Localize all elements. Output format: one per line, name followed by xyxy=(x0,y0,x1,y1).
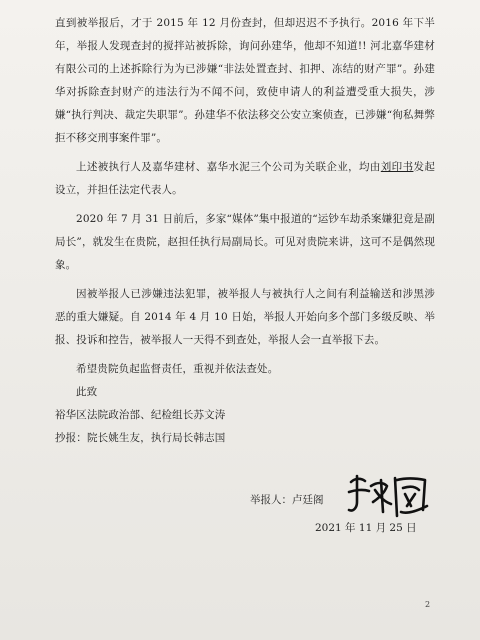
paragraph-3: 2020 年 7 月 31 日前后，多家“媒体”集中报道的“运钞车劫杀案嫌犯竟是副局长”，就发生在贵院，赵担任执行局副局长。可见对贵院来讲，这可不是偶然现象。 xyxy=(55,213,435,271)
paragraph-1: 直到被举报后，才于 2015 年 12 月份查封，但却迟迟不予执行。2016 年下半年，举报人发现查封的搅拌站被拆除，询问孙建华，他却不知道!! 河北嘉华建材有限公司的上述拆除行为为已涉嫌“非法处置查封、扣押、冻结的财产罪”。孙建华对拆除查封财产的违法行为不闻不问，致使申请人的利益遭受重大损失，涉嫌“执行判决、裁定失职罪”。孙建华不依法移交公安立案侦查，已涉嫌“徇私舞弊拒不移交刑事案件罪”。 xyxy=(55,17,435,144)
paragraph-5: 希望贵院负起监督责任，重视并依法查处。 xyxy=(76,363,279,375)
paragraph-2 xyxy=(55,156,435,202)
letter-body xyxy=(55,12,435,450)
handwritten-signature xyxy=(345,472,435,520)
reporter-label: 举报人：卢廷阁 xyxy=(250,494,324,506)
paragraph-2-start: 上述被执行人及嘉华建材、嘉华水泥三个公司为关联企业，均由 xyxy=(76,161,381,173)
signature-date: 2021 年 11 月 25 日 xyxy=(315,522,417,534)
cc-line: 抄报：院长姚生友，执行局长韩志国 xyxy=(55,432,226,444)
paragraph-4: 因被举报人已涉嫌违法犯罪，被举报人与被执行人之间有利益输送和涉黑涉恶的重大嫌疑。自 2014 年 4 月 10 日始，举报人开始向多个部门多级反映、举报、投诉和控告，被举报人一天得不到查处，举报人会一直举报下去。 xyxy=(55,288,435,346)
underlined-name: 刘印书 xyxy=(380,161,414,173)
signature-block xyxy=(250,480,450,540)
page-number: 2 xyxy=(425,600,431,609)
salutation: 此致 xyxy=(76,386,98,398)
recipient-line: 裕华区法院政治部、纪检组长苏文涛 xyxy=(55,409,226,421)
paragraph-2-end: 发起设立，并担任法定代表人。 xyxy=(55,161,435,196)
